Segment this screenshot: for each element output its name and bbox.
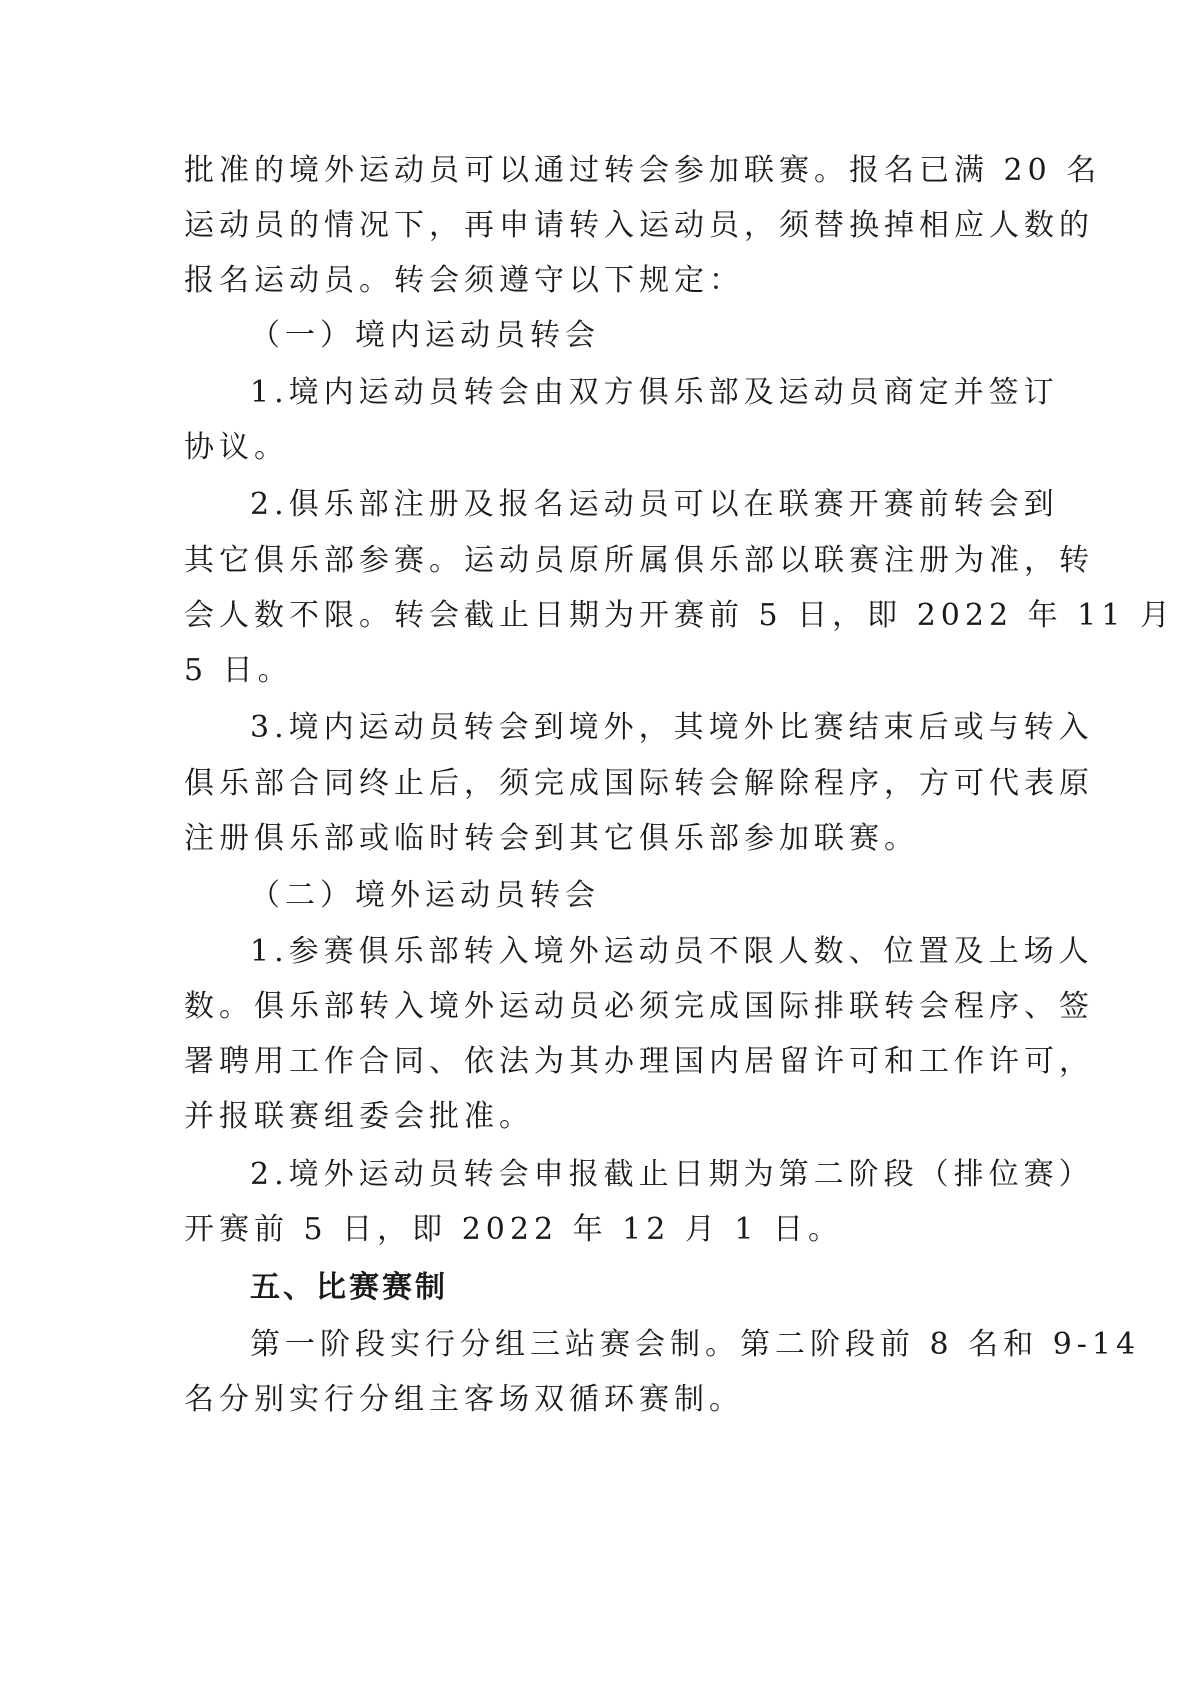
paragraph-line: 运动员的情况下，再申请转入运动员，须替换掉相应人数的 [184, 208, 1094, 243]
list-item-line: 会人数不限。转会截止日期为开赛前 5 日，即 2022 年 11 月 [184, 598, 1175, 633]
subsection-title-foreign: （二）境外运动员转会 [250, 878, 600, 913]
list-item-line: 注册俱乐部或临时转会到其它俱乐部参加联赛。 [184, 821, 919, 856]
list-item-line: 2.俱乐部注册及报名运动员可以在联赛开赛前转会到 [250, 487, 1059, 522]
list-item-line: 俱乐部合同终止后，须完成国际转会解除程序，方可代表原 [184, 766, 1094, 801]
section-title-competition-format: 五、比赛赛制 [250, 1270, 448, 1305]
list-item-line: 1.参赛俱乐部转入境外运动员不限人数、位置及上场人 [250, 934, 1094, 969]
list-item-line: 协议。 [184, 430, 289, 465]
paragraph-line: 第一阶段实行分组三站赛会制。第二阶段前 8 名和 9-14 [250, 1327, 1141, 1362]
list-item-line: 1.境内运动员转会由双方俱乐部及运动员商定并签订 [250, 375, 1059, 410]
paragraph-line: 报名运动员。转会须遵守以下规定： [184, 263, 744, 298]
list-item-line: 其它俱乐部参赛。运动员原所属俱乐部以联赛注册为准，转 [184, 543, 1094, 578]
subsection-title-domestic: （一）境内运动员转会 [250, 318, 600, 353]
list-item-line: 3.境内运动员转会到境外，其境外比赛结束后或与转入 [250, 710, 1094, 745]
list-item-line: 并报联赛组委会批准。 [184, 1099, 534, 1134]
paragraph-line: 名分别实行分组主客场双循环赛制。 [184, 1382, 744, 1417]
list-item-line: 2.境外运动员转会申报截止日期为第二阶段（排位赛） [250, 1157, 1094, 1192]
paragraph-line: 批准的境外运动员可以通过转会参加联赛。报名已满 20 名 [184, 153, 1102, 188]
list-item-line: 署聘用工作合同、依法为其办理国内居留许可和工作许可， [184, 1044, 1094, 1079]
list-item-line: 5 日。 [184, 653, 293, 688]
list-item-line: 开赛前 5 日，即 2022 年 12 月 1 日。 [184, 1212, 843, 1247]
list-item-line: 数。俱乐部转入境外运动员必须完成国际排联转会程序、签 [184, 989, 1094, 1024]
